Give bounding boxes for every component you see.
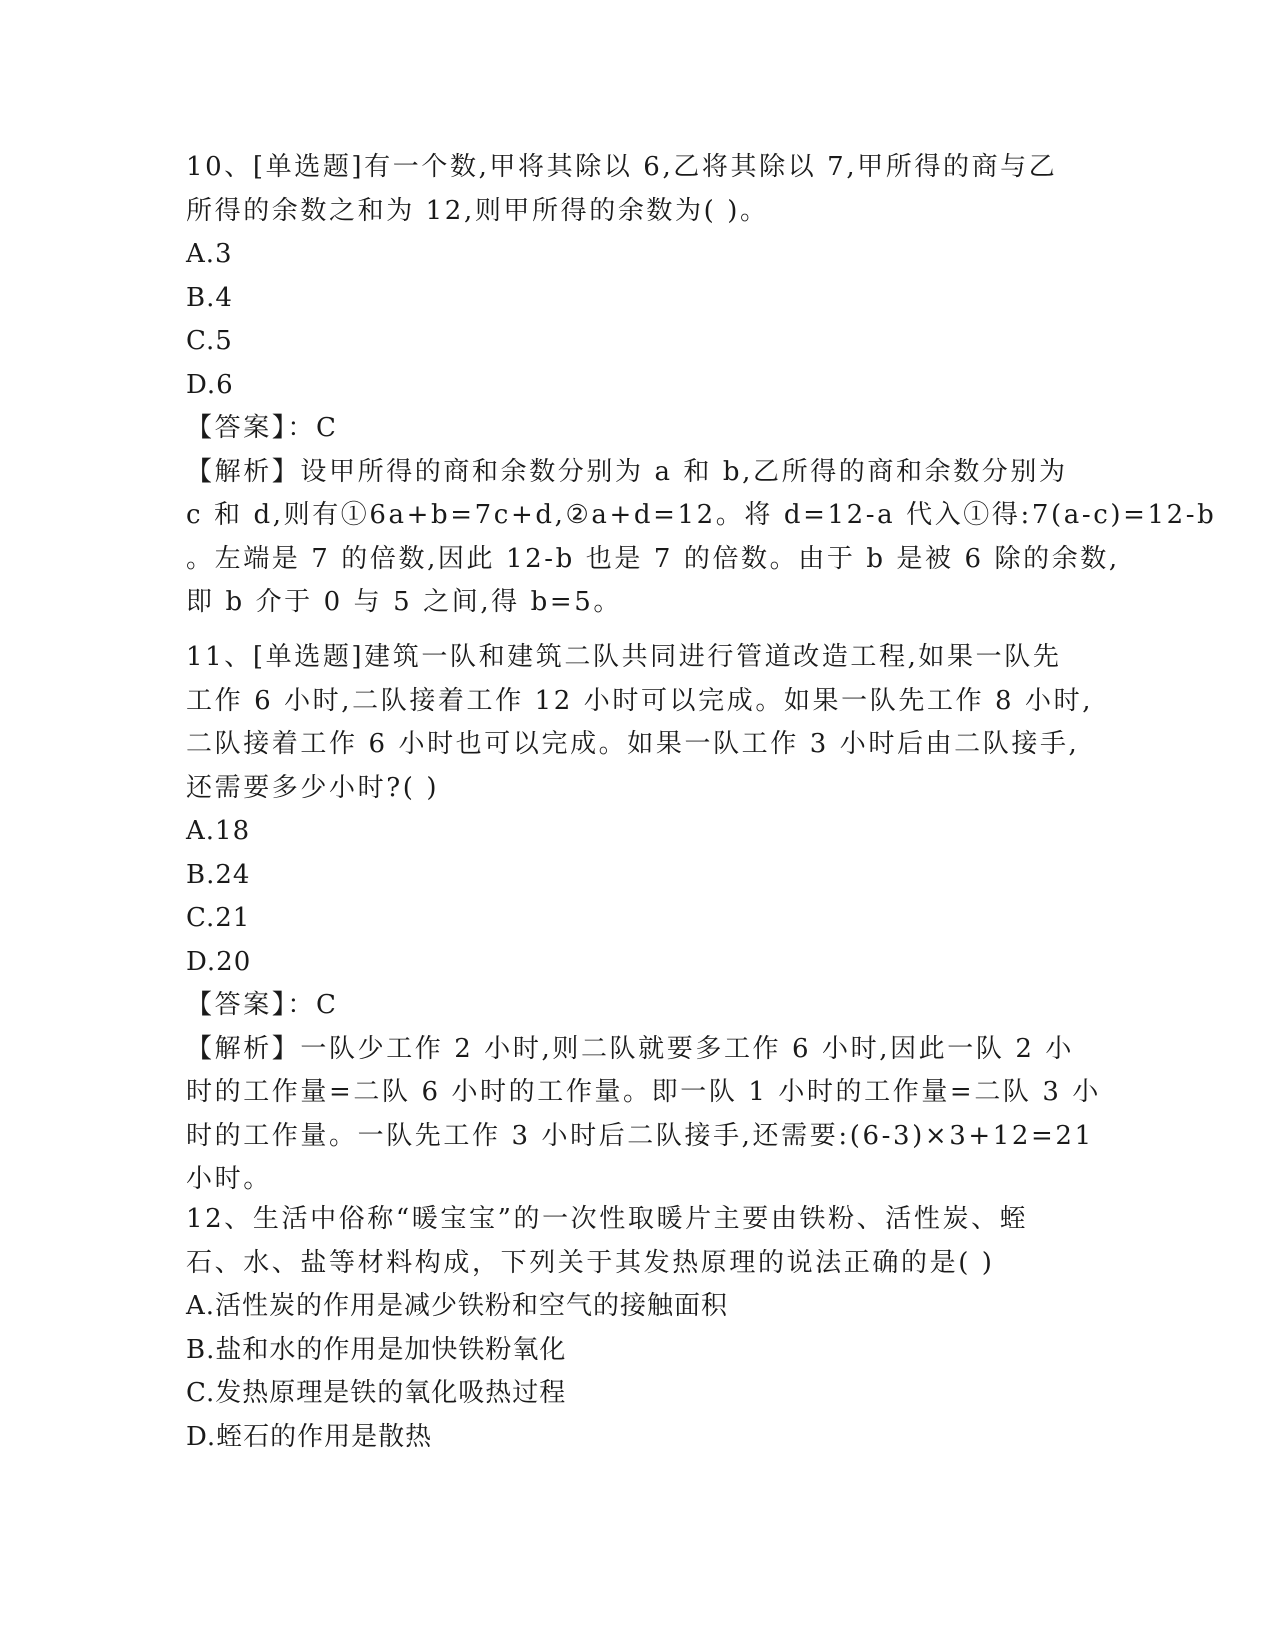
analysis-tag: 【解析】: [186, 456, 301, 487]
analysis-text: 设甲所得的商和余数分别为 a 和 b,乙所得的商和余数分别为: [300, 456, 1068, 487]
option-d: D.20: [186, 946, 252, 977]
answer-value: ：C: [287, 413, 339, 443]
question-stem-line: 还需要多少小时?( ): [186, 772, 440, 803]
option-c: C.21: [186, 903, 251, 933]
question-stem-line: 11、[单选题]建筑一队和建筑二队共同进行管道改造工程,如果一队先: [186, 642, 1062, 672]
question-stem-line: 二队接着工作 6 小时也可以完成。如果一队工作 3 小时后由二队接手,: [186, 729, 1080, 759]
question-stem-line: 10、[单选题]有一个数,甲将其除以 6,乙将其除以 7,甲所得的商与乙: [186, 152, 1058, 182]
answer-tag: 【答案】: [186, 990, 288, 1020]
analysis-text: 即 b 介于 0 与 5 之间,得 b=5。: [186, 587, 623, 617]
question-stem-line: 所得的余数之和为 12,则甲所得的余数为( )。: [186, 195, 769, 226]
answer-line: [186, 407, 1076, 451]
answer-value: ：C: [287, 990, 339, 1020]
analysis-text: 小时。: [186, 1164, 272, 1194]
option-a: A.活性炭的作用是减少铁粉和空气的接触面积: [186, 1291, 729, 1321]
question-stem-line: 工作 6 小时,二队接着工作 12 小时可以完成。如果一队先工作 8 小时,: [186, 685, 1094, 716]
analysis-tag: 【解析】: [186, 1033, 301, 1064]
answer-tag: 【答案】: [186, 413, 288, 443]
analysis-text: c 和 d,则有①6a+b=7c+d,②a+d=12。将 d=12-a 代入①得:7(a-c)=12-b: [186, 500, 1217, 530]
analysis-text: 。左端是 7 的倍数,因此 12-b 也是 7 的倍数。由于 b 是被 6 除的余数,: [186, 543, 1120, 574]
question-11: [186, 636, 1101, 1202]
analysis-line: [186, 451, 1076, 495]
option-c: C.5: [186, 326, 233, 356]
analysis-text: 一队少工作 2 小时,则二队就要多工作 6 小时,因此一队 2 小: [300, 1033, 1074, 1064]
analysis-line: [186, 1028, 1076, 1072]
option-a: A.3: [186, 239, 233, 269]
answer-line: [186, 984, 1076, 1028]
option-b: B.4: [186, 282, 233, 313]
option-d: D.蛭石的作用是散热: [186, 1421, 433, 1452]
option-c: C.发热原理是铁的氧化吸热过程: [186, 1378, 567, 1408]
option-b: B.盐和水的作用是加快铁粉氧化: [186, 1334, 567, 1365]
option-b: B.24: [186, 859, 251, 890]
question-stem-line: 石、水、盐等材料构成，下列关于其发热原理的说法正确的是( ): [186, 1247, 995, 1278]
option-a: A.18: [186, 816, 251, 846]
question-10: [186, 146, 1217, 625]
analysis-text: 时的工作量=二队 6 小时的工作量。即一队 1 小时的工作量=二队 3 小: [186, 1077, 1101, 1107]
analysis-text: 时的工作量。一队先工作 3 小时后二队接手,还需要:(6-3)×3+12=21: [186, 1120, 1094, 1151]
question-stem-line: 12、生活中俗称“暖宝宝”的一次性取暖片主要由铁粉、活性炭、蛭: [186, 1204, 1029, 1234]
question-12: [186, 1198, 1076, 1459]
option-d: D.6: [186, 369, 234, 400]
